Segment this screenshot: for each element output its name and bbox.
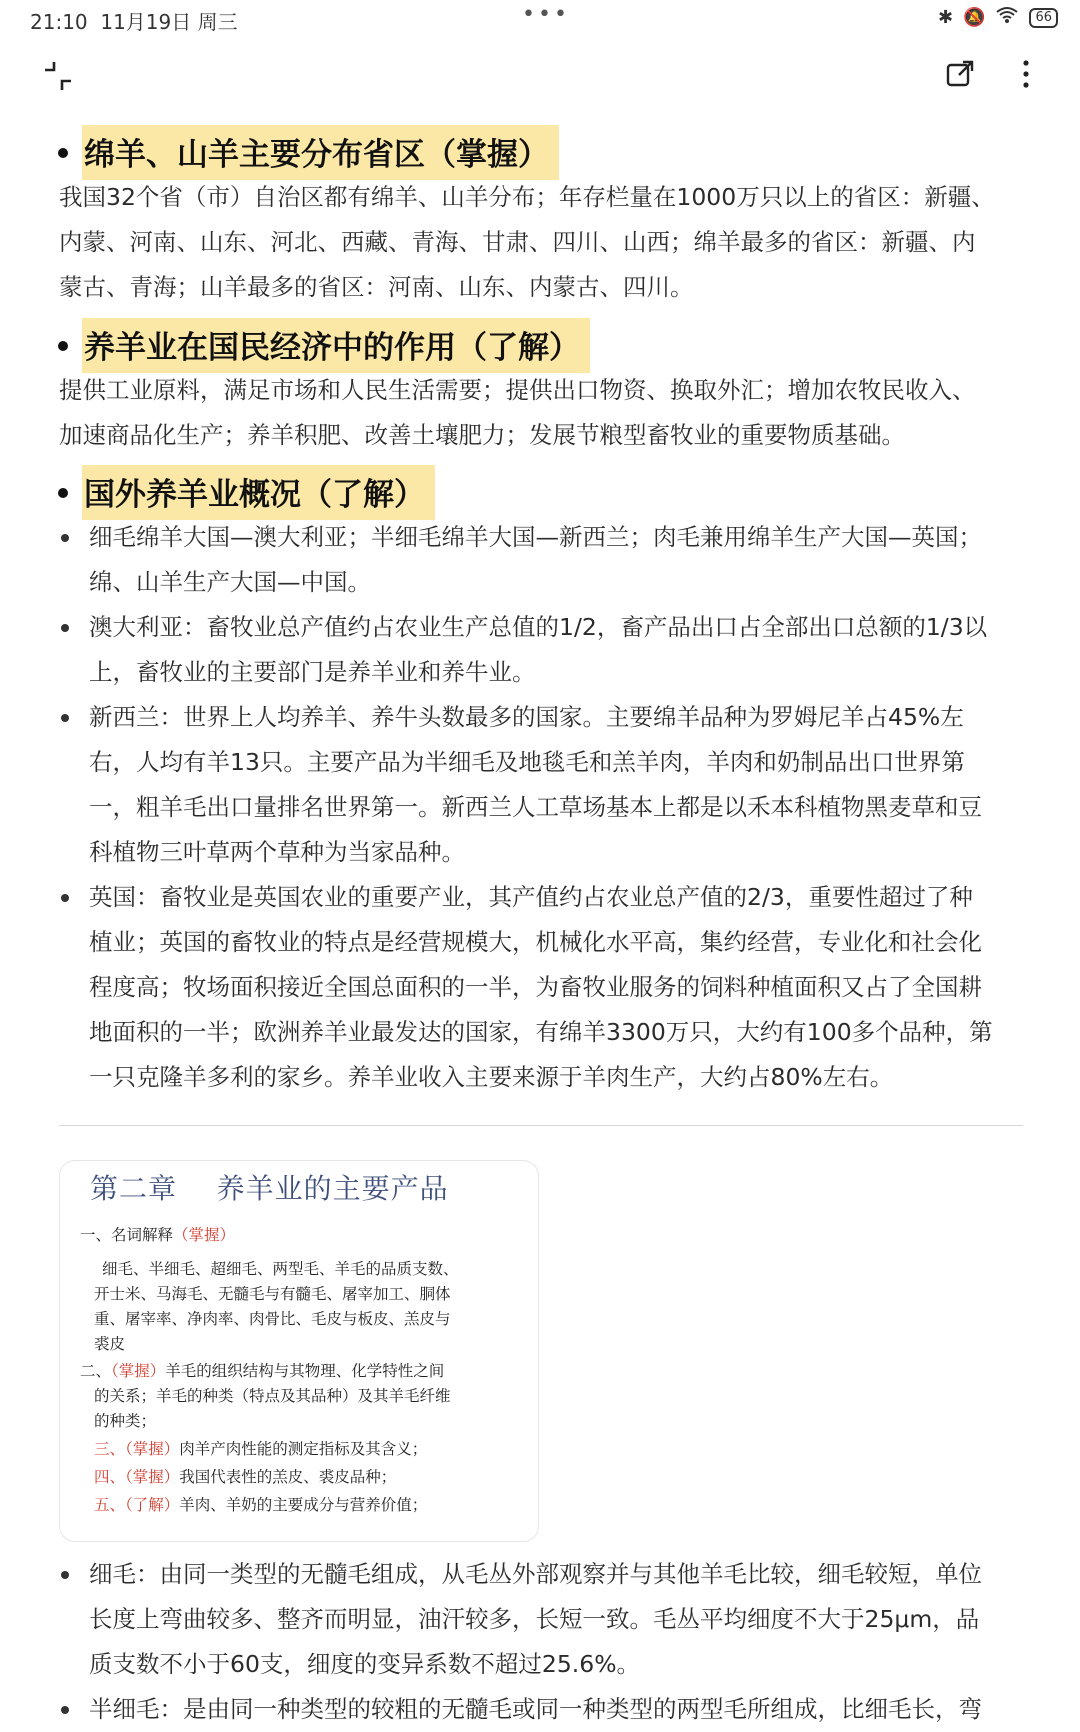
text-line: 蒙古、青海；山羊最多的省区：河南、山东、内蒙古、四川。: [59, 273, 694, 301]
section-heading-distribution: [58, 125, 559, 180]
status-time: 21:10 11月19日 周三: [30, 10, 238, 34]
text-line: 内蒙、河南、山东、河北、西藏、青海、甘肃、四川、山西；绵羊最多的省区：新疆、内: [59, 228, 976, 256]
text-line: 我国32个省（市）自治区都有绵羊、山羊分布；年存栏量在1000万只以上的省区：新疆、: [59, 183, 995, 211]
heading-text: 国外养羊业概况（了解）: [82, 465, 435, 520]
wifi-icon: [995, 6, 1019, 29]
more-options-icon[interactable]: [1004, 52, 1048, 96]
text-line: 提供工业原料，满足市场和人民生活需要；提供出口物资、换取外汇；增加农牧民收入、: [59, 376, 976, 404]
battery-icon: 66: [1029, 8, 1058, 28]
more-dots-indicator[interactable]: •••: [522, 2, 570, 27]
paragraph-distribution: [59, 175, 1019, 310]
syllabus-item-2: 二、（掌握）羊毛的组织结构与其物理、化学特性之间: [80, 1362, 445, 1380]
status-icons: [938, 6, 1058, 29]
chapter-image-card[interactable]: [59, 1160, 539, 1542]
foreign-bullet-list: [59, 515, 1019, 1100]
share-external-icon[interactable]: [938, 52, 982, 96]
status-bar: [0, 0, 1080, 40]
heading-bullet: [58, 341, 68, 351]
syllabus-item-3: 三、（掌握）肉羊产肉性能的测定指标及其含义；: [94, 1440, 428, 1458]
list-item: 澳大利亚：畜牧业总产值约占农业生产总值的1/2，畜产品出口占全部出口总额的1/3以 上，畜牧业的主要部门是养羊业和养牛业。: [59, 605, 1019, 695]
heading-bullet: [58, 488, 68, 498]
heading-text: 养羊业在国民经济中的作用（了解）: [82, 318, 590, 373]
list-item: 半细毛：是由同一种类型的较粗的无髓毛或同一种类型的两型毛所组成，比细毛长，弯: [59, 1687, 1019, 1732]
tag-master: （掌握）: [173, 1226, 236, 1244]
tag-master: （掌握）: [125, 1468, 180, 1486]
toolbar: [0, 40, 1080, 110]
section-heading-foreign: [58, 465, 435, 520]
collapse-icon[interactable]: [36, 54, 80, 98]
syllabus-item-1-body: 细毛、半细毛、超细毛、两型毛、羊毛的品质支数、 开士米、马海毛、无髓毛与有髓毛、屠宰加工、胴体 重、屠宰率、净肉率、肉骨比、毛皮与板皮、羔皮与 裘皮: [94, 1260, 459, 1353]
tag-master: （掌握）: [111, 1362, 166, 1380]
tag-understand: （了解）: [125, 1496, 180, 1514]
heading-bullet: [58, 148, 68, 158]
list-item: 细毛：由同一类型的无髓毛组成，从毛丛外部观察并与其他羊毛比较，细毛较短，单位 长度上弯曲较多、整齐而明显，油汗较多，长短一致。毛丛平均细度不大于25μm，品 质支数不小于60支，细度的变异系数不超过25.6%。: [59, 1552, 1019, 1687]
list-item: 英国：畜牧业是英国农业的重要产业，其产值约占农业总产值的2/3，重要性超过了种 植业；英国的畜牧业的特点是经营规模大，机械化水平高，集约经营，专业化和社会化 程度高；牧场面积接近全国总面积的一半，为畜牧业服务的饲料种植面积又占了全国耕 地面积的一半；欧洲养羊业最发达的国家，有绵羊3300万只，大约有100多个品种，第 一只克隆羊多利的家乡。养羊业收入主要来源于羊肉生产，大约占80%左右。: [59, 875, 1019, 1100]
syllabus-item-5: 五、（了解）羊肉、羊奶的主要成分与营养价值；: [94, 1496, 428, 1514]
mute-icon: 🔕: [963, 7, 986, 28]
text-line: 加速商品化生产；养羊积肥、改善土壤肥力；发展节粮型畜牧业的重要物质基础。: [59, 421, 905, 449]
status-date: 11月19日 周三: [100, 10, 238, 34]
paragraph-economy: [59, 368, 1019, 458]
product-bullet-list: [59, 1552, 1019, 1732]
syllabus-item-4: 四、（掌握）我国代表性的羔皮、裘皮品种；: [94, 1468, 397, 1486]
bluetooth-icon: ✱: [937, 7, 954, 28]
list-item: 新西兰：世界上人均养羊、养牛头数最多的国家。主要绵羊品种为罗姆尼羊占45%左 右，人均有羊13只。主要产品为半细毛及地毯毛和羔羊肉，羊肉和奶制品出口世界第 一，粗羊毛出口量排名世界第一。新西兰人工草场基本上都是以禾本科植物黑麦草和豆 科植物三叶草两个草种为当家品种。: [59, 695, 1019, 875]
chapter-title: 第二章 养羊业的主要产品: [90, 1172, 449, 1205]
tag-master: （掌握）: [125, 1440, 180, 1458]
heading-text: 绵羊、山羊主要分布省区（掌握）: [82, 125, 559, 180]
divider: [59, 1125, 1023, 1126]
list-item: 细毛绵羊大国—澳大利亚；半细毛绵羊大国—新西兰；肉毛兼用绵羊生产大国—英国； 绵、山羊生产大国—中国。: [59, 515, 1019, 605]
syllabus-item-1: 一、名词解释（掌握）: [80, 1226, 236, 1244]
section-heading-economy: [58, 318, 590, 373]
syllabus-item-2-body: 的关系；羊毛的种类（特点及其品种）及其羊毛纤维 的种类；: [94, 1387, 451, 1430]
